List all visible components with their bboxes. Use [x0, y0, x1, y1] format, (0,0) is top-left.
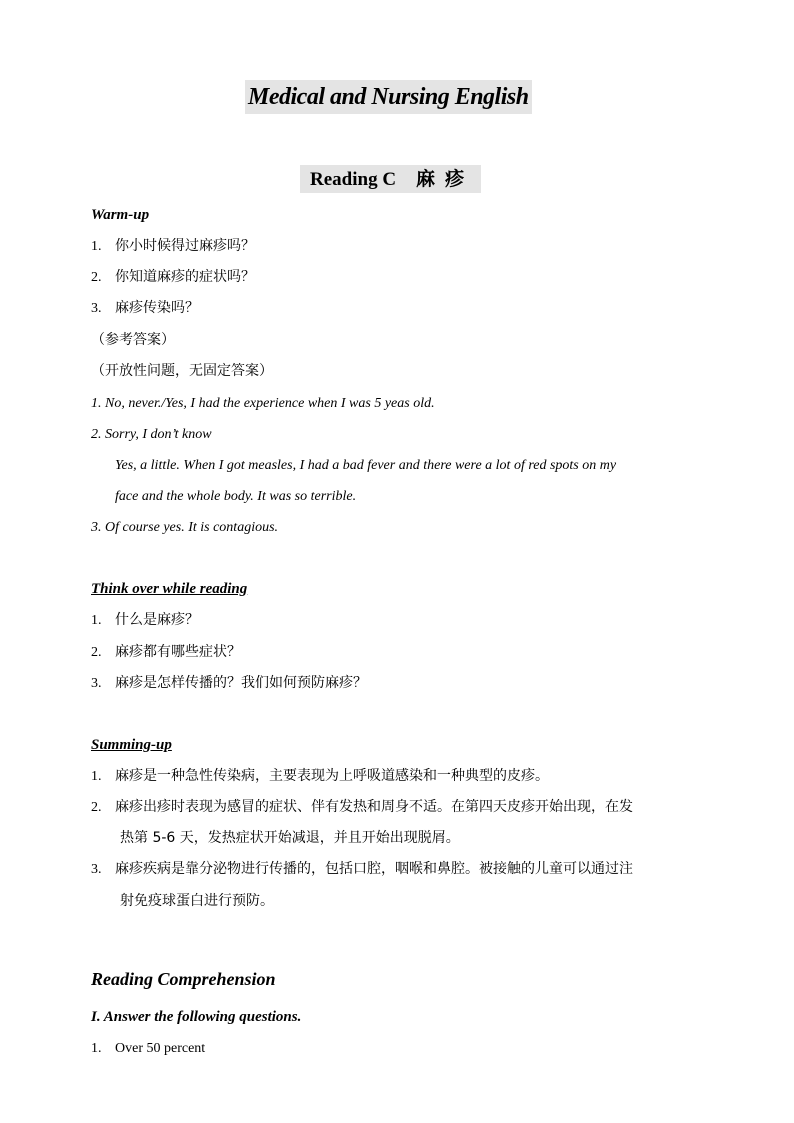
summary-item [91, 797, 633, 818]
item-number: 1. [91, 769, 102, 784]
question-number: 3. [91, 301, 102, 316]
summary-item [91, 859, 633, 880]
question-number: 1. [91, 239, 102, 254]
section-title-english: Reading C [310, 169, 397, 190]
think-over-heading: Think over while reading [91, 581, 248, 597]
warmup-answer-3: 3. Of course yes. It is contagious. [91, 520, 279, 535]
question-text: 麻疹都有哪些症状？ [115, 644, 241, 660]
warmup-question [91, 298, 199, 319]
item-text: 麻疹是一种急性传染病，主要表现为上呼吸道感染和一种典型的皮疹。 [115, 768, 549, 784]
question-text: 麻疹是怎样传播的？我们如何预防麻疹？ [115, 675, 367, 691]
question-text: 你小时候得过麻疹吗？ [115, 238, 255, 254]
think-question [91, 610, 199, 631]
warmup-heading: Warm-up [91, 207, 150, 223]
section-title [300, 165, 481, 193]
document-title: Medical and Nursing English [245, 80, 532, 114]
comprehension-answer [91, 1039, 205, 1059]
item-text: 麻疹疾病是靠分泌物进行传播的，包括口腔，咽喉和鼻腔。被接触的儿童可以通过注 [115, 861, 633, 877]
warmup-answer-1: 1. No, never./Yes, I had the experience when I was 5 yeas old. [91, 396, 435, 411]
item-number: 3. [91, 862, 102, 877]
question-text: 什么是麻疹？ [115, 612, 199, 628]
answer-text: Over 50 percent [115, 1041, 206, 1056]
warmup-question [91, 236, 255, 257]
warmup-answer-2: 2. Sorry, I don’t know [91, 427, 212, 442]
section-title-chinese: 麻疹 [416, 168, 475, 190]
warmup-question [91, 267, 255, 288]
open-question-note: （开放性问题，无固定答案） [91, 363, 273, 379]
summary-item-continued: 射免疫球蛋白进行预防。 [120, 893, 274, 909]
question-number: 2. [91, 270, 102, 285]
think-question [91, 642, 241, 663]
answer-number: 1. [91, 1041, 102, 1056]
warmup-answer-2-continued: face and the whole body. It was so terrible. [115, 489, 357, 504]
reference-answer-label: （参考答案） [91, 332, 175, 348]
item-text: 麻疹出疹时表现为感冒的症状、伴有发热和周身不适。在第四天皮疹开始出现，在发 [115, 799, 633, 815]
summary-item-continued: 热第 5-6 天，发热症状开始减退，并且开始出现脱屑。 [120, 830, 460, 846]
reading-comprehension-heading: Reading Comprehension [91, 969, 276, 989]
question-text: 你知道麻疹的症状吗？ [115, 269, 255, 285]
think-question [91, 673, 367, 694]
question-number: 3. [91, 676, 102, 691]
question-number: 1. [91, 613, 102, 628]
question-number: 2. [91, 645, 102, 660]
part-one-heading: I. Answer the following questions. [91, 1009, 302, 1025]
warmup-answer-2-continued: Yes, a little. When I got measles, I had a bad fever and there were a lot of red spots on my [115, 458, 617, 473]
summing-up-heading: Summing-up [91, 737, 172, 753]
item-number: 2. [91, 800, 102, 815]
question-text: 麻疹传染吗？ [115, 300, 199, 316]
summary-item [91, 766, 549, 787]
